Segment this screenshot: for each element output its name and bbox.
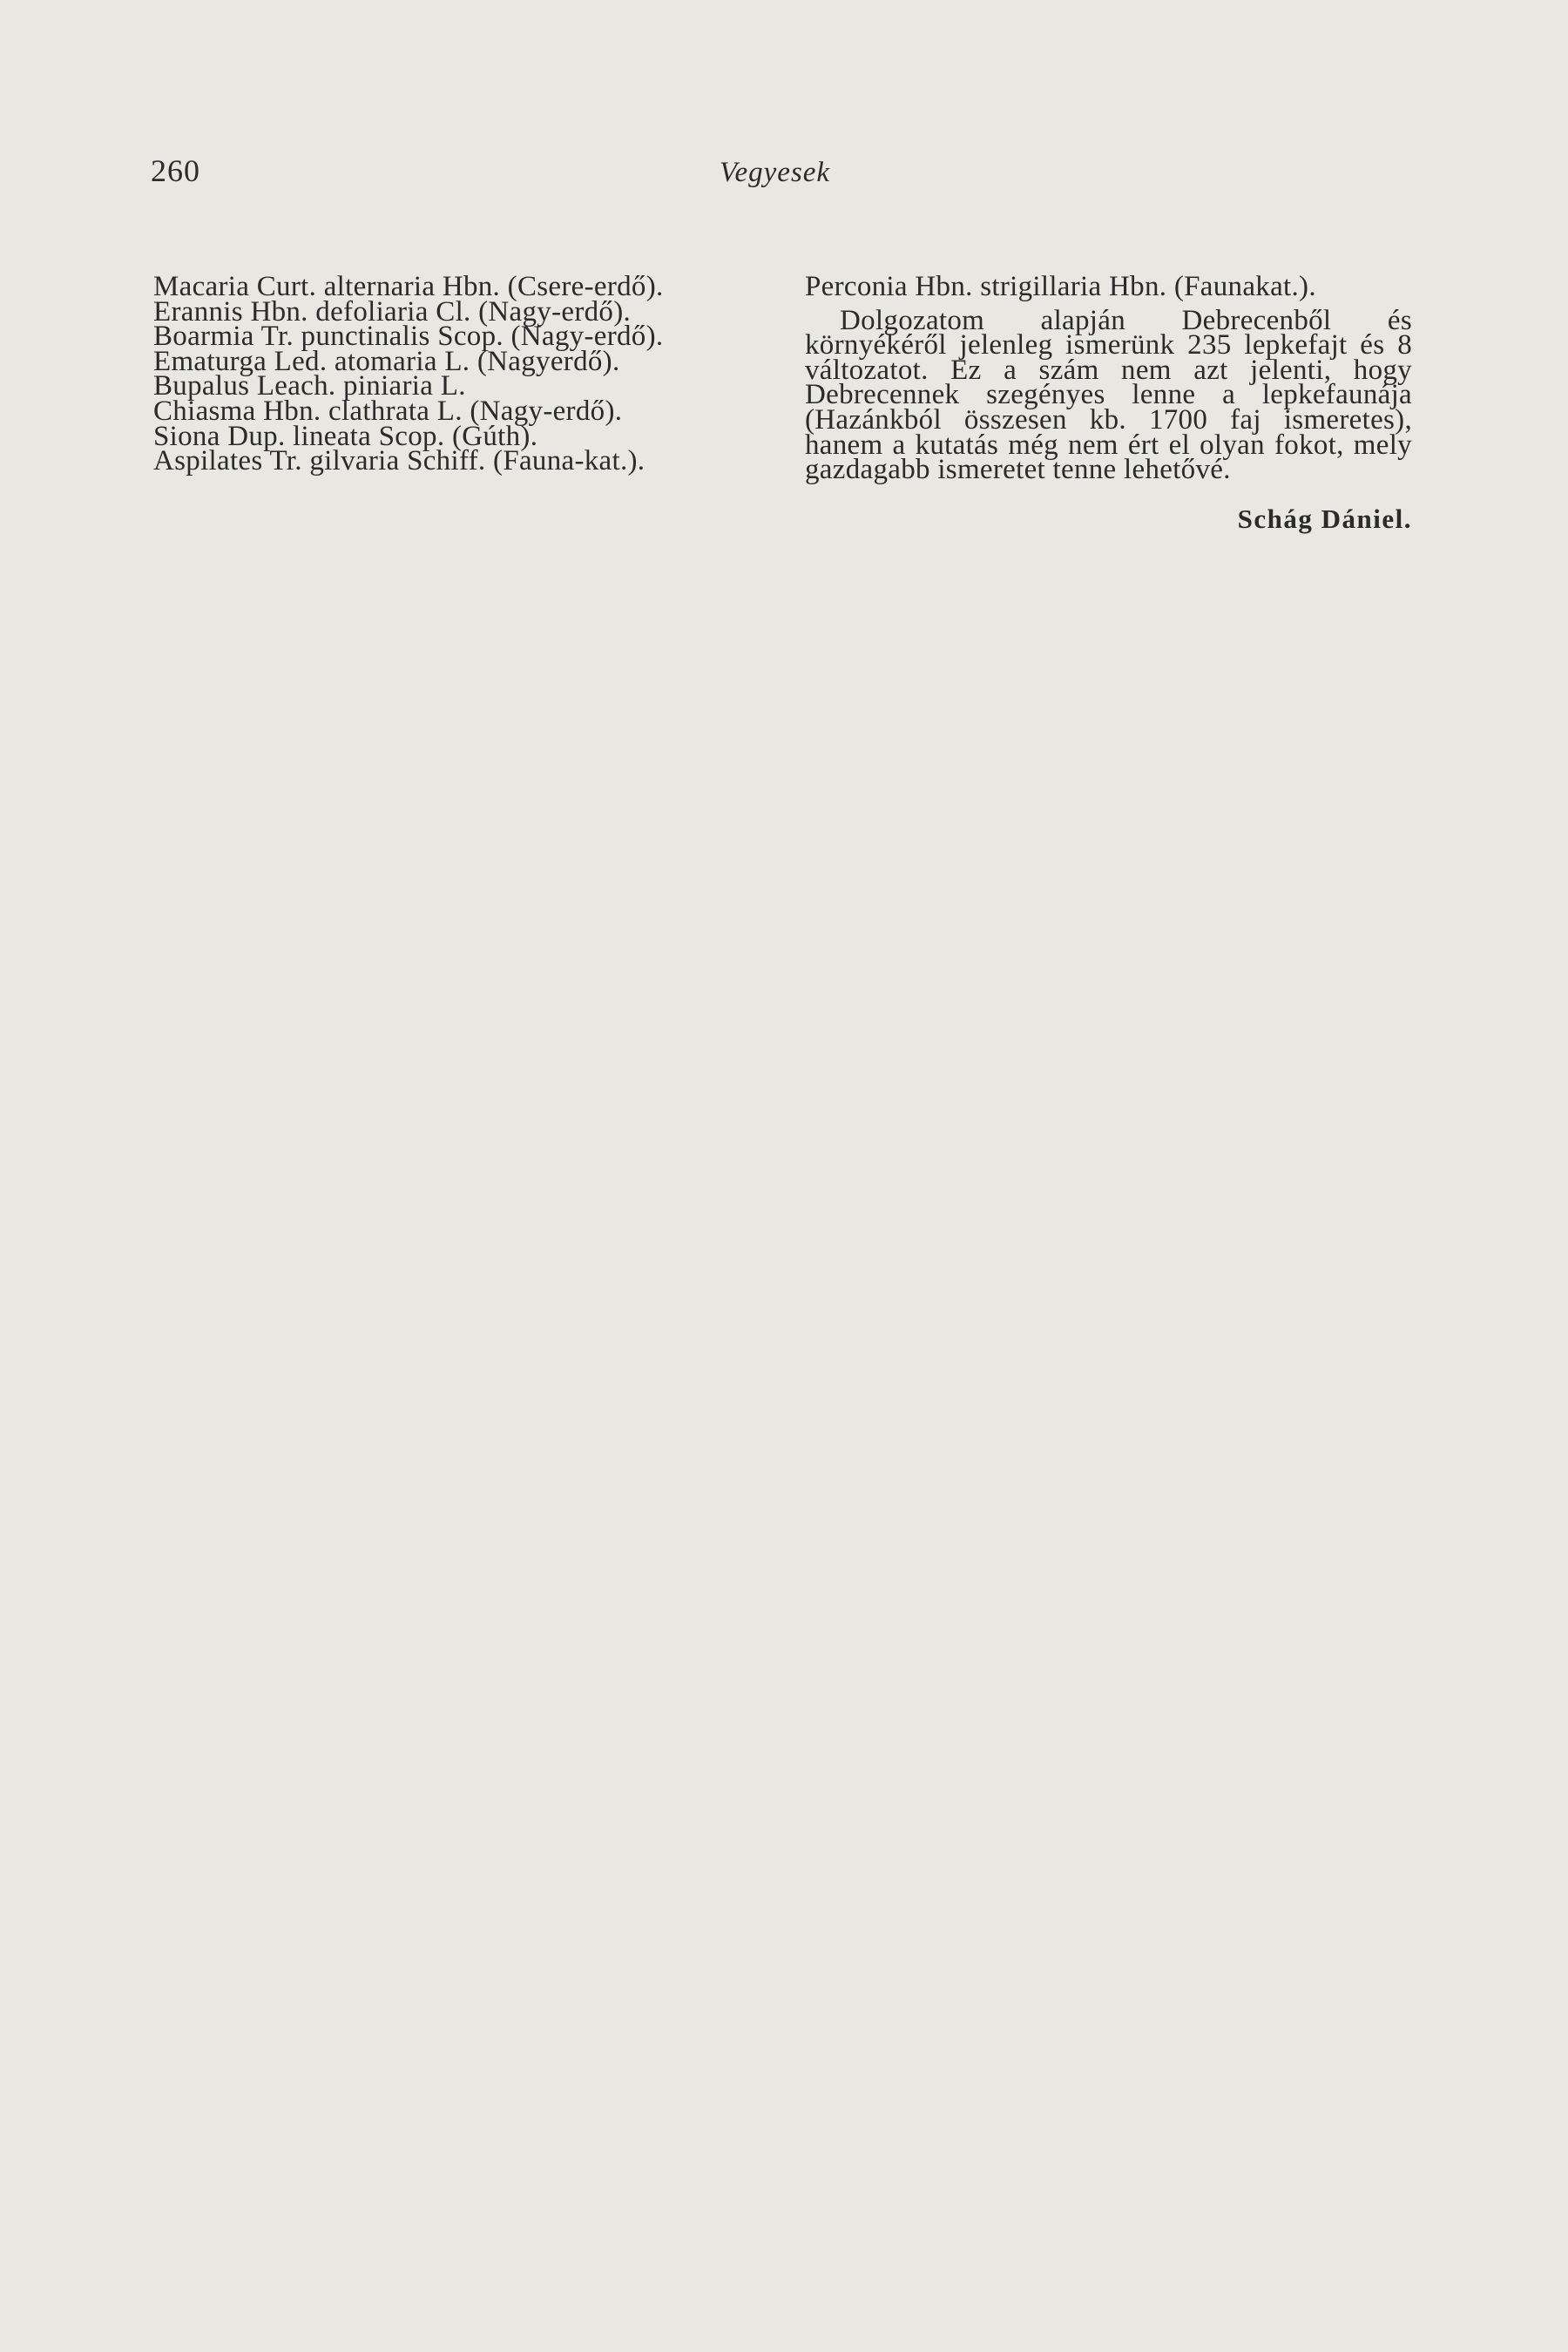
species-entry: Erannis Hbn. defoliaria Cl. (Nagy-erdő).	[153, 295, 632, 328]
species-entry: Aspilates Tr. gilvaria Schiff. (Fauna-kat.).	[153, 445, 645, 477]
summary-paragraph: Dolgozatom alapján Debrecenből és környékéről jelenleg ismerünk 235 lepkefajt és 8 változatot. Ez a szám nem azt jelenti, hogy Debrecennek szegényes lenne a lepkefaunája (Hazánkból összesen kb. 1700 faj ismeretes), hanem a kutatás még nem ért el olyan fokot, mely gazdagabb ismeretet tenne lehetővé.	[805, 304, 1412, 486]
species-entry: Ematurga Led. atomaria L. (Nagyerdő).	[153, 345, 620, 377]
species-entry: Chiasma Hbn. clathrata L. (Nagy-erdő).	[153, 395, 623, 427]
running-head: Vegyesek	[720, 157, 831, 188]
right-column	[805, 271, 1412, 534]
species-entry: Bupalus Leach. piniaria L.	[153, 370, 466, 402]
author-signature: Schág Dániel.	[1237, 503, 1412, 534]
left-column	[153, 271, 759, 477]
species-entry: Macaria Curt. alternaria Hbn. (Csere-erdő).	[153, 271, 664, 302]
species-entry: Siona Dup. lineata Scop. (Gúth).	[153, 420, 538, 452]
page-number: 260	[151, 153, 200, 188]
species-entry: Perconia Hbn. strigillaria Hbn. (Faunakat.).	[805, 271, 1316, 302]
species-entry: Boarmia Tr. punctinalis Scop. (Nagy-erdő).	[153, 321, 664, 353]
